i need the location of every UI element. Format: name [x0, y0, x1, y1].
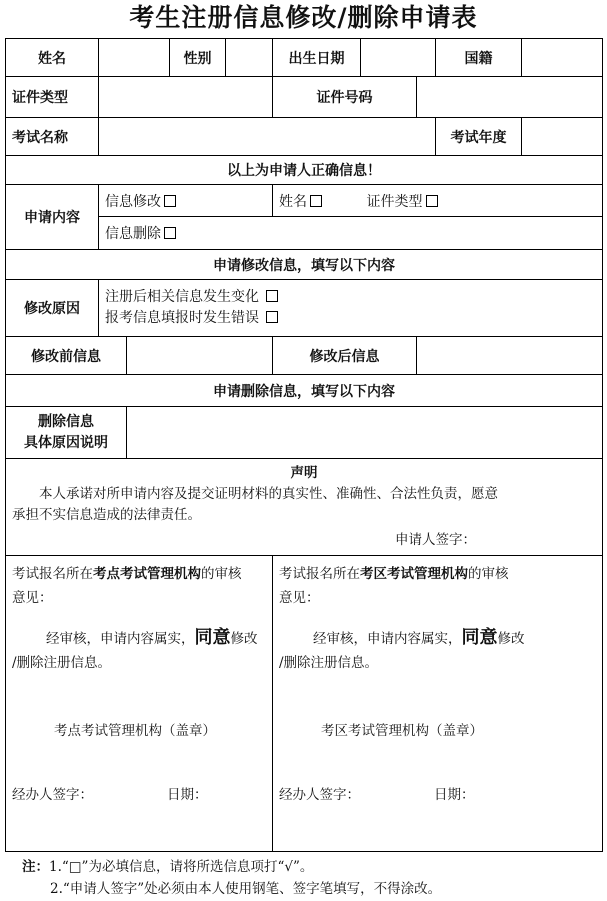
delete-option-label: 信息删除 — [105, 226, 161, 242]
before-after-row — [6, 337, 603, 375]
name-label: 姓名 — [6, 39, 99, 77]
applicant-signature-label: 申请人签字： — [395, 532, 476, 548]
application-form-table — [5, 38, 603, 852]
reason-1-checkbox[interactable] — [266, 290, 278, 302]
reason-2-checkbox[interactable] — [266, 311, 278, 323]
review-right-approval-line2: /删除注册信息。 — [279, 655, 379, 671]
delete-reason-field[interactable] — [127, 407, 603, 459]
declaration-heading: 声明 — [290, 465, 318, 481]
nationality-label: 国籍 — [436, 39, 522, 77]
review-left-approve-post: 修改 — [230, 631, 258, 647]
birth-date-label: 出生日期 — [273, 39, 361, 77]
review-left-handler-label: 经办人签字： — [12, 787, 93, 803]
name-field[interactable] — [99, 39, 170, 77]
review-right-section — [273, 556, 603, 852]
modify-section-header: 申请修改信息，填写以下内容 — [6, 250, 603, 280]
review-left-section — [6, 556, 273, 852]
reason-option-2[interactable] — [105, 308, 596, 329]
note-2: 2.“申请人签字”处必须由本人使用钢笔、签字笔填写，不得涂改。 — [50, 881, 442, 897]
after-info-label: 修改后信息 — [273, 337, 417, 375]
delete-reason-label — [6, 407, 127, 459]
declaration-body-1: 本人承诺对所申请内容及提交证明材料的真实性、准确性、合法性负责，愿意 — [39, 486, 498, 502]
review-right-approve-keyword: 同意 — [461, 627, 498, 648]
gender-field[interactable] — [226, 39, 273, 77]
review-right-approve-pre: 经审核，申请内容属实， — [313, 631, 462, 647]
confirm-row — [6, 156, 603, 185]
review-right-approval — [279, 626, 596, 651]
apply-name-option[interactable] — [273, 185, 361, 217]
name-checkbox[interactable] — [310, 195, 322, 207]
review-left-approval — [12, 626, 266, 651]
review-right-heading — [279, 562, 596, 586]
review-left-post: 的审核 — [201, 566, 242, 582]
review-left-opinion-label: 意见： — [12, 590, 53, 606]
idtype-option-label: 证件类型 — [366, 193, 423, 210]
name-option-label: 姓名 — [279, 193, 307, 210]
id-number-field[interactable] — [417, 77, 603, 118]
modify-header-row — [6, 250, 603, 280]
delete-checkbox[interactable] — [164, 227, 176, 239]
reason-option-1-label: 注册后相关信息发生变化 — [105, 289, 259, 305]
review-left-org: 考点考试管理机构 — [93, 566, 201, 582]
delete-header-row — [6, 375, 603, 407]
review-right-date-label: 日期： — [434, 787, 475, 803]
notes-section — [22, 856, 441, 900]
before-info-field[interactable] — [127, 337, 273, 375]
reason-option-1[interactable] — [105, 287, 596, 308]
review-left-approval-line2: /删除注册信息。 — [12, 655, 112, 671]
delete-reason-row — [6, 407, 603, 459]
idtype-checkbox[interactable] — [426, 195, 438, 207]
review-right-seal-label: 考区考试管理机构（盖章） — [321, 723, 483, 739]
review-left-signoff — [12, 783, 266, 807]
exam-row — [6, 118, 603, 156]
delete-reason-label-line2: 具体原因说明 — [24, 434, 108, 451]
id-number-label: 证件号码 — [273, 77, 417, 118]
confirm-notice: 以上为申请人正确信息！ — [6, 156, 603, 185]
declaration-section — [6, 459, 603, 556]
declaration-row — [6, 459, 603, 556]
review-right-opinion-label: 意见： — [279, 590, 320, 606]
review-right-org: 考区考试管理机构 — [360, 566, 468, 582]
modify-checkbox[interactable] — [164, 195, 176, 207]
reason-option-2-label: 报考信息填报时发生错误 — [105, 310, 259, 326]
id-type-label: 证件类型 — [6, 77, 99, 118]
review-row — [6, 556, 603, 852]
exam-name-label: 考试名称 — [6, 118, 99, 156]
apply-idtype-option[interactable] — [361, 185, 603, 217]
before-info-label: 修改前信息 — [6, 337, 127, 375]
nationality-field[interactable] — [522, 39, 603, 77]
form-title: 考生注册信息修改/删除申请表 — [129, 3, 478, 32]
review-left-approve-keyword: 同意 — [194, 627, 231, 648]
exam-year-label: 考试年度 — [436, 118, 522, 156]
review-right-handler-label: 经办人签字： — [279, 787, 360, 803]
apply-row-modify — [6, 185, 603, 217]
review-right-pre: 考试报名所在 — [279, 566, 360, 582]
modify-reason-label: 修改原因 — [6, 280, 99, 337]
review-left-seal-label: 考点考试管理机构（盖章） — [54, 723, 216, 739]
notes-label: 注： — [22, 859, 49, 875]
apply-delete-option[interactable] — [99, 217, 603, 250]
declaration-body-2: 承担不实信息造成的法律责任。 — [12, 507, 201, 523]
gender-label: 性别 — [170, 39, 226, 77]
exam-name-field[interactable] — [99, 118, 436, 156]
review-right-signoff — [279, 783, 596, 807]
modify-reason-options — [99, 280, 603, 337]
delete-reason-label-line1: 删除信息 — [38, 413, 94, 430]
basic-info-row — [6, 39, 603, 77]
note-1-text: 1.“□”为必填信息，请将所选信息项打“√”。 — [49, 859, 314, 875]
exam-year-field[interactable] — [522, 118, 603, 156]
review-left-approve-pre: 经审核，申请内容属实， — [46, 631, 195, 647]
apply-modify-option[interactable] — [99, 185, 273, 217]
modify-reason-row — [6, 280, 603, 337]
review-left-pre: 考试报名所在 — [12, 566, 93, 582]
id-row — [6, 77, 603, 118]
birth-date-field[interactable] — [361, 39, 436, 77]
apply-content-label: 申请内容 — [6, 185, 99, 250]
review-left-heading — [12, 562, 266, 586]
delete-section-header: 申请删除信息，填写以下内容 — [6, 375, 603, 407]
after-info-field[interactable] — [417, 337, 603, 375]
modify-option-label: 信息修改 — [105, 193, 161, 210]
review-right-approve-post: 修改 — [497, 631, 525, 647]
review-right-post: 的审核 — [468, 566, 509, 582]
review-left-date-label: 日期： — [167, 787, 208, 803]
id-type-field[interactable] — [99, 77, 273, 118]
note-1 — [22, 856, 441, 878]
